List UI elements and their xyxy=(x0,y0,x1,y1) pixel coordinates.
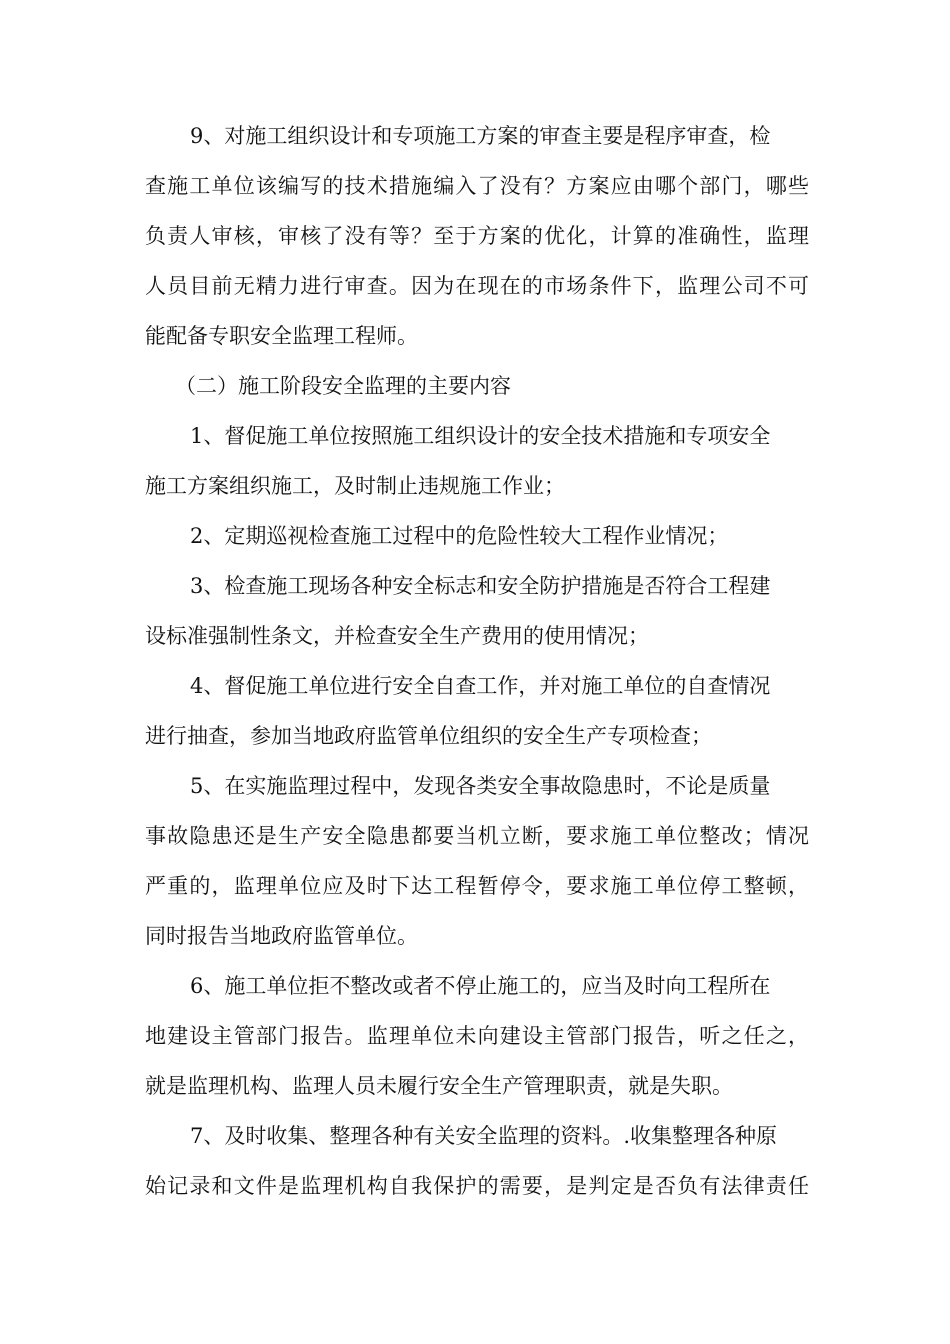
item-6-line-2: 地建设主管部门报告。监理单位未向建设主管部门报告，听之任之， xyxy=(145,1024,809,1048)
item-7-line-2: 始记录和文件是监理机构自我保护的需要，是判定是否负有法律责任 xyxy=(145,1174,809,1198)
item-1-line-2: 施工方案组织施工，及时制止违规施工作业； xyxy=(145,474,565,498)
paragraph-9-line-2: 查施工单位该编写的技术措施编入了没有？方案应由哪个部门，哪些 xyxy=(145,174,809,198)
item-6-line-1: 6、施工单位拒不整改或者不停止施工的，应当及时向工程所在 xyxy=(190,974,771,998)
item-5-line-4: 同时报告当地政府监管单位。 xyxy=(145,924,418,948)
paragraph-9-line-1: 9、对施工组织设计和专项施工方案的审查主要是程序审查，检 xyxy=(190,124,771,148)
item-5-line-1: 5、在实施监理过程中，发现各类安全事故隐患时，不论是质量 xyxy=(190,774,771,798)
item-7-line-1: 7、及时收集、整理各种有关安全监理的资料。.收集整理各种原 xyxy=(190,1124,778,1148)
item-6-line-3: 就是监理机构、监理人员未履行安全生产管理职责，就是失职。 xyxy=(145,1074,733,1098)
item-3-line-2: 设标准强制性条文，并检查安全生产费用的使用情况； xyxy=(145,624,649,648)
item-1-line-1: 1、督促施工单位按照施工组织设计的安全技术措施和专项安全 xyxy=(190,424,771,448)
item-5-line-2: 事故隐患还是生产安全隐患都要当机立断，要求施工单位整改；情况 xyxy=(145,824,809,848)
item-3-line-1: 3、检查施工现场各种安全标志和安全防护措施是否符合工程建 xyxy=(190,574,771,598)
item-5-line-3: 严重的，监理单位应及时下达工程暂停令，要求施工单位停工整顿， xyxy=(145,874,809,898)
paragraph-9-line-3: 负责人审核，审核了没有等？至于方案的优化，计算的准确性，监理 xyxy=(145,224,809,248)
paragraph-9-line-5: 能配备专职安全监理工程师。 xyxy=(145,324,418,348)
item-2-line-1: 2、定期巡视检查施工过程中的危险性较大工程作业情况； xyxy=(190,524,729,548)
section-heading: （二）施工阶段安全监理的主要内容 xyxy=(175,374,511,398)
paragraph-9-line-4: 人员目前无精力进行审查。因为在现在的市场条件下，监理公司不可 xyxy=(145,274,809,298)
item-4-line-2: 进行抽查，参加当地政府监管单位组织的安全生产专项检查； xyxy=(145,724,712,748)
item-4-line-1: 4、督促施工单位进行安全自查工作，并对施工单位的自查情况 xyxy=(190,674,771,698)
